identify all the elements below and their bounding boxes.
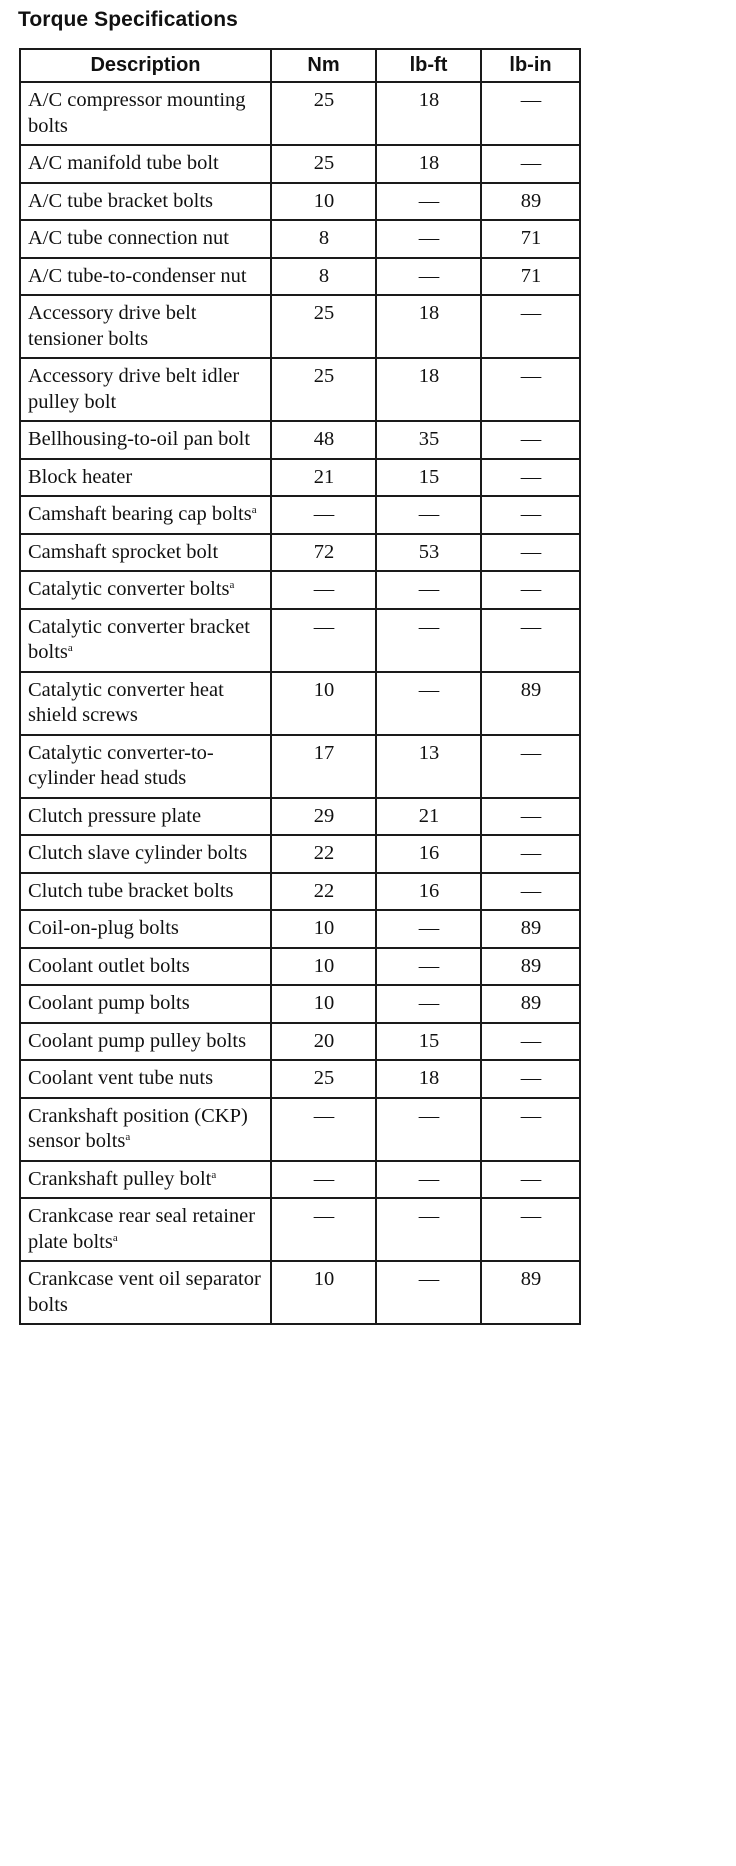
description-text: Crankcase rear seal retainer plate bolts	[28, 1205, 256, 1253]
lb-ft-cell: 16	[376, 873, 481, 911]
description-cell	[20, 735, 271, 798]
nm-cell: 48	[271, 421, 376, 459]
nm-cell: 25	[271, 358, 376, 421]
nm-cell: 25	[271, 82, 376, 145]
description-cell	[20, 534, 271, 572]
description-cell	[20, 258, 271, 296]
nm-cell: 20	[271, 1023, 376, 1061]
table-row	[20, 948, 580, 986]
nm-cell: 25	[271, 295, 376, 358]
description-text: Catalytic converter heat shield screws	[28, 678, 224, 726]
description-text: Catalytic converter-to-cylinder head studs	[28, 741, 214, 789]
lb-ft-cell: 15	[376, 459, 481, 497]
column-header-nm: Nm	[271, 49, 376, 82]
lb-ft-cell: 15	[376, 1023, 481, 1061]
table-row	[20, 1198, 580, 1261]
column-header-description: Description	[20, 49, 271, 82]
description-cell	[20, 220, 271, 258]
lb-in-cell: —	[481, 421, 580, 459]
lb-in-cell: —	[481, 1060, 580, 1098]
description-cell	[20, 358, 271, 421]
nm-cell: 10	[271, 985, 376, 1023]
lb-in-cell: —	[481, 358, 580, 421]
lb-ft-cell: —	[376, 985, 481, 1023]
lb-in-cell: 71	[481, 220, 580, 258]
lb-in-cell: —	[481, 873, 580, 911]
lb-ft-cell: 18	[376, 1060, 481, 1098]
nm-cell: —	[271, 1098, 376, 1161]
table-row	[20, 672, 580, 735]
table-row	[20, 1161, 580, 1199]
torque-spec-table	[19, 48, 581, 1325]
description-text: Catalytic converter bolts	[28, 578, 230, 600]
description-text: Clutch tube bracket bolts	[28, 879, 234, 902]
lb-ft-cell: —	[376, 258, 481, 296]
lb-ft-cell: —	[376, 910, 481, 948]
description-cell	[20, 609, 271, 672]
table-row	[20, 735, 580, 798]
description-cell	[20, 1161, 271, 1199]
description-text: Clutch pressure plate	[28, 804, 202, 827]
lb-ft-cell: —	[376, 571, 481, 609]
lb-ft-cell: —	[376, 609, 481, 672]
nm-cell: 10	[271, 948, 376, 986]
description-text: Coil-on-plug bolts	[28, 917, 179, 939]
lb-ft-cell: —	[376, 496, 481, 534]
footnote-marker: a	[229, 579, 235, 591]
lb-ft-cell: 16	[376, 835, 481, 873]
description-text: Crankshaft position (CKP) sensor bolts	[28, 1104, 248, 1152]
lb-in-cell: —	[481, 82, 580, 145]
nm-cell: 10	[271, 183, 376, 221]
lb-ft-cell: —	[376, 1098, 481, 1161]
lb-in-cell: 89	[481, 910, 580, 948]
lb-ft-cell: 18	[376, 82, 481, 145]
table-row	[20, 82, 580, 145]
description-text: A/C tube bracket bolts	[28, 189, 214, 212]
description-text: Coolant outlet bolts	[28, 954, 190, 977]
nm-cell: 25	[271, 1060, 376, 1098]
table-row	[20, 609, 580, 672]
description-text: Accessory drive belt idler pulley bolt	[28, 365, 240, 413]
footnote-marker: a	[251, 504, 257, 516]
lb-ft-cell: 13	[376, 735, 481, 798]
description-text: Coolant pump pulley bolts	[28, 1029, 247, 1052]
table-row	[20, 835, 580, 873]
nm-cell: 25	[271, 145, 376, 183]
table-body	[20, 82, 580, 1324]
description-text: A/C tube connection nut	[28, 227, 229, 249]
lb-ft-cell: 35	[376, 421, 481, 459]
description-text: Crankshaft pulley bolt	[28, 1167, 212, 1190]
lb-ft-cell: —	[376, 948, 481, 986]
description-cell	[20, 459, 271, 497]
description-text: Block heater	[28, 465, 133, 488]
lb-in-cell: —	[481, 609, 580, 672]
column-header-lb-ft: lb-ft	[376, 49, 481, 82]
description-text: Coolant pump bolts	[28, 992, 190, 1014]
lb-in-cell: —	[481, 1198, 580, 1261]
description-cell	[20, 835, 271, 873]
lb-ft-cell: 21	[376, 798, 481, 836]
lb-in-cell: —	[481, 735, 580, 798]
description-text: A/C compressor mounting bolts	[28, 89, 246, 137]
table-row	[20, 571, 580, 609]
nm-cell: 72	[271, 534, 376, 572]
description-cell	[20, 672, 271, 735]
description-cell	[20, 183, 271, 221]
table-row	[20, 358, 580, 421]
description-cell	[20, 295, 271, 358]
table-row	[20, 873, 580, 911]
table-row	[20, 145, 580, 183]
table-row	[20, 1023, 580, 1061]
lb-in-cell: 89	[481, 183, 580, 221]
table-row	[20, 1098, 580, 1161]
description-text: Catalytic converter bracket bolts	[28, 615, 250, 663]
nm-cell: 22	[271, 873, 376, 911]
nm-cell: 10	[271, 672, 376, 735]
description-cell	[20, 145, 271, 183]
nm-cell: 8	[271, 258, 376, 296]
description-cell	[20, 1060, 271, 1098]
lb-in-cell: 89	[481, 985, 580, 1023]
footnote-marker: a	[211, 1168, 217, 1181]
description-cell	[20, 873, 271, 911]
lb-in-cell: 89	[481, 948, 580, 986]
nm-cell: 22	[271, 835, 376, 873]
description-text: Clutch slave cylinder bolts	[28, 842, 248, 864]
lb-in-cell: 89	[481, 672, 580, 735]
table-row	[20, 295, 580, 358]
footnote-marker: a	[125, 1131, 131, 1143]
nm-cell: 8	[271, 220, 376, 258]
table-row	[20, 1261, 580, 1324]
lb-in-cell: —	[481, 1098, 580, 1161]
description-cell	[20, 985, 271, 1023]
table-row	[20, 459, 580, 497]
description-text: Bellhousing-to-oil pan bolt	[28, 428, 251, 450]
nm-cell: —	[271, 1161, 376, 1199]
lb-in-cell: —	[481, 835, 580, 873]
lb-ft-cell: —	[376, 1161, 481, 1199]
lb-in-cell: —	[481, 798, 580, 836]
description-text: Coolant vent tube nuts	[28, 1067, 214, 1089]
description-text: A/C manifold tube bolt	[28, 152, 219, 174]
description-text: Crankcase vent oil separator bolts	[28, 1268, 261, 1316]
table-row	[20, 534, 580, 572]
description-cell	[20, 421, 271, 459]
lb-in-cell: 71	[481, 258, 580, 296]
description-cell	[20, 496, 271, 534]
lb-in-cell: —	[481, 496, 580, 534]
page-title: Torque Specifications	[18, 8, 238, 31]
lb-in-cell: —	[481, 459, 580, 497]
table-row	[20, 1060, 580, 1098]
lb-in-cell: —	[481, 145, 580, 183]
description-cell	[20, 798, 271, 836]
column-header-lb-in: lb-in	[481, 49, 580, 82]
table-row	[20, 910, 580, 948]
description-text: Camshaft sprocket bolt	[28, 540, 219, 563]
nm-cell: 17	[271, 735, 376, 798]
lb-ft-cell: —	[376, 220, 481, 258]
description-cell	[20, 910, 271, 948]
lb-ft-cell: —	[376, 183, 481, 221]
lb-in-cell: —	[481, 534, 580, 572]
description-cell	[20, 1098, 271, 1161]
lb-in-cell: 89	[481, 1261, 580, 1324]
lb-ft-cell: 53	[376, 534, 481, 572]
lb-in-cell: —	[481, 295, 580, 358]
lb-ft-cell: 18	[376, 145, 481, 183]
lb-ft-cell: —	[376, 1261, 481, 1324]
nm-cell: 21	[271, 459, 376, 497]
description-cell	[20, 1198, 271, 1261]
nm-cell: —	[271, 496, 376, 534]
table-row	[20, 220, 580, 258]
table-row	[20, 183, 580, 221]
description-cell	[20, 82, 271, 145]
table-row	[20, 985, 580, 1023]
footnote-marker: a	[112, 1231, 118, 1244]
nm-cell: —	[271, 571, 376, 609]
nm-cell: —	[271, 1198, 376, 1261]
lb-in-cell: —	[481, 1161, 580, 1199]
nm-cell: 10	[271, 910, 376, 948]
description-cell	[20, 1023, 271, 1061]
lb-in-cell: —	[481, 571, 580, 609]
nm-cell: 29	[271, 798, 376, 836]
table-row	[20, 798, 580, 836]
lb-ft-cell: 18	[376, 295, 481, 358]
table-row	[20, 421, 580, 459]
table-row	[20, 258, 580, 296]
lb-ft-cell: —	[376, 672, 481, 735]
lb-ft-cell: —	[376, 1198, 481, 1261]
nm-cell: —	[271, 609, 376, 672]
lb-ft-cell: 18	[376, 358, 481, 421]
nm-cell: 10	[271, 1261, 376, 1324]
description-cell	[20, 571, 271, 609]
description-cell	[20, 1261, 271, 1324]
description-text: Accessory drive belt tensioner bolts	[28, 302, 197, 350]
lb-in-cell: —	[481, 1023, 580, 1061]
description-cell	[20, 948, 271, 986]
description-text: A/C tube-to-condenser nut	[28, 264, 247, 287]
table-row	[20, 496, 580, 534]
description-text: Camshaft bearing cap bolts	[28, 503, 252, 525]
table-header-row	[20, 49, 580, 82]
footnote-marker: a	[67, 642, 73, 654]
